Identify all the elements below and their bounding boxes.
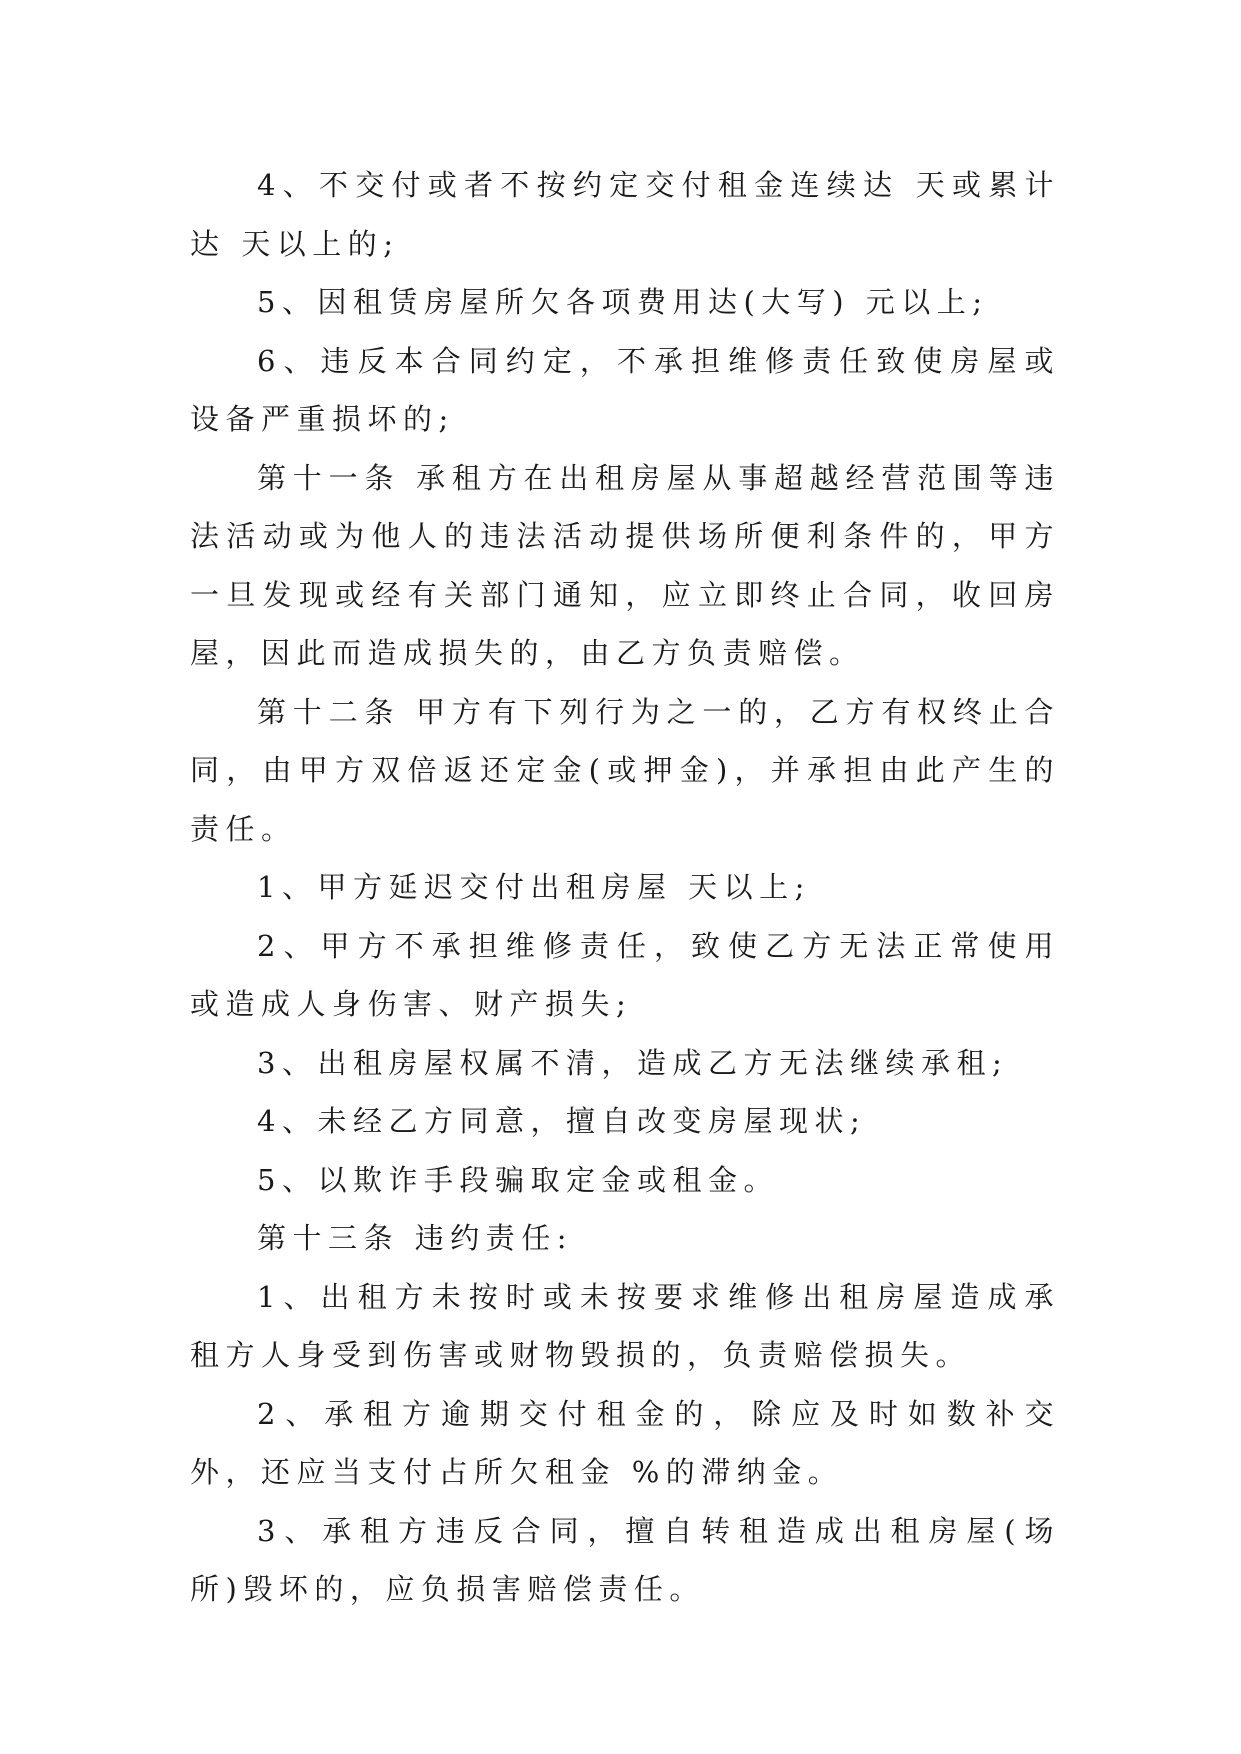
clause-item-6-maintenance-breach: 6、违反本合同约定，不承担维修责任致使房屋或设备严重损坏的;: [190, 343, 1060, 436]
article-13-item-2: 2、承租方逾期交付租金的，除应及时如数补交外，还应当支付占所欠租金 %的滞纳金。: [190, 1396, 1060, 1489]
clause-item-5-unpaid-fees: 5、因租赁房屋所欠各项费用达(大写) 元以上;: [257, 285, 989, 319]
article-12-paragraph: 第十二条 甲方有下列行为之一的，乙方有权终止合同，由甲方双倍返还定金(或押金)，并承担由此产生的责任。: [190, 694, 1060, 846]
article-11-paragraph: 第十一条 承租方在出租房屋从事超越经营范围等违法活动或为他人的违法活动提供场所便利条件的，甲方一旦发现或经有关部门通知，应立即终止合同，收回房屋，因此而造成损失的，由乙方负责赔偿。: [190, 460, 1060, 670]
document-body: [190, 156, 1060, 1619]
article-12-item-1: 1、甲方延迟交付出租房屋 天以上;: [257, 870, 811, 904]
article-13-item-1: 1、出租方未按时或未按要求维修出租房屋造成承租方人身受到伤害或财物毁损的，负责赔偿损失。: [190, 1279, 1060, 1372]
article-13-item-3: 3、承租方违反合同，擅自转租造成出租房屋(场所)毁坏的，应负损害赔偿责任。: [190, 1513, 1060, 1606]
article-12-item-2: 2、甲方不承担维修责任，致使乙方无法正常使用或造成人身伤害、财产损失;: [190, 928, 1060, 1021]
article-12-item-3: 3、出租房屋权属不清，造成乙方无法继续承租;: [257, 1045, 1009, 1080]
article-13-heading: 第十三条 违约责任:: [257, 1221, 573, 1255]
clause-item-4-rent-default: 4、不交付或者不按约定交付租金连续达 天或累计达 天以上的;: [190, 168, 1060, 261]
article-12-item-5: 5、以欺诈手段骗取定金或租金。: [257, 1162, 779, 1197]
article-12-item-4: 4、未经乙方同意，擅自改变房屋现状;: [257, 1104, 867, 1138]
